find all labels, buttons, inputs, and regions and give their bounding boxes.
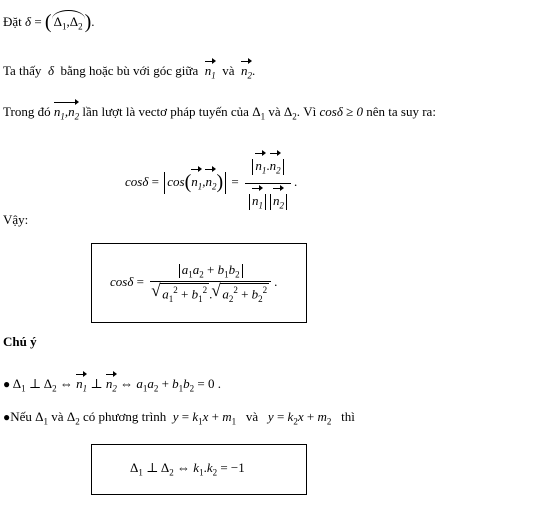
equals: = — [34, 14, 42, 29]
heading-chu-y: Chú ý — [3, 334, 37, 349]
vector-n1-n2: $n_1,n_2$ — [54, 99, 79, 125]
delta-symbol: δ — [47, 63, 54, 78]
delta-symbol: δ — [25, 14, 32, 29]
fraction-dot-product: $\frac{n_1.n_2}{n_1 n_2}$ — [245, 150, 291, 216]
text-dat: Đặt — [3, 14, 22, 29]
text-tail: nên ta suy ra: — [366, 104, 436, 119]
formula-box-1: cosδ = $a_1a_2 + b_1b_2$ √ $a_1^2 + b_1^2$ .√ $a_2^2 + b_2^2$ . — [91, 243, 307, 323]
text-and: và — [222, 63, 235, 78]
vector-n1: $n_1$ — [205, 58, 216, 84]
cos-condition: cosδ ≥ 0 — [319, 104, 364, 119]
note-perpendicular: ● $\Delta_1$ ⊥ $\Delta_2$ ⇔ $n_1$ ⊥ $n_2$ ⇔ $a_1a_2 + b_1b_2 = 0$ . — [3, 371, 221, 397]
fraction-general: $a_1a_2 + b_1b_2$ √ $a_1^2 + b_1^2$ .√ $a_2^2 + b_2^2$ — [150, 262, 271, 304]
formula-cos-delta: $\cos\delta = \cos(n_1,n_2)$ = $\frac{n_1.n_2}{n_1 n_2}$ . — [125, 150, 297, 216]
vector-n2: $n_2$ — [241, 58, 252, 84]
angle-arc: $\Delta_1,\Delta_2$ — [52, 10, 85, 35]
explanation-line: Trong đó $n_1,n_2$ lần lượt là vectơ pháp tuyến của $\Delta_1$ và $\Delta_2$. Vì cosδ ≥ 0 nên ta suy ra: — [3, 99, 436, 125]
note-slope: ●Nếu $\Delta_1$ và $\Delta_2$ có phương trình $y = k_1x + m_1$ và $y = k_2x + m_2$ thì — [3, 409, 355, 427]
formula-box-2: $\Delta_1$ ⊥ $\Delta_2$ ⇔ $k_1.k_2 = -1$ — [91, 444, 307, 495]
definition-line: Đặt δ = ( $\Delta_1,\Delta_2$ ). — [3, 11, 95, 33]
text-mid: bằng hoặc bù với góc giữa — [60, 63, 199, 78]
text-trong-do: Trong đó — [3, 104, 51, 119]
text-vay: Vậy: — [3, 212, 29, 227]
observation-line: Ta thấy δ bằng hoặc bù với góc giữa $n_1$ và $n_2$. — [3, 58, 255, 84]
text-mid: lần lượt là vectơ pháp tuyến của — [82, 104, 249, 119]
text-ta-thay: Ta thấy — [3, 63, 42, 78]
